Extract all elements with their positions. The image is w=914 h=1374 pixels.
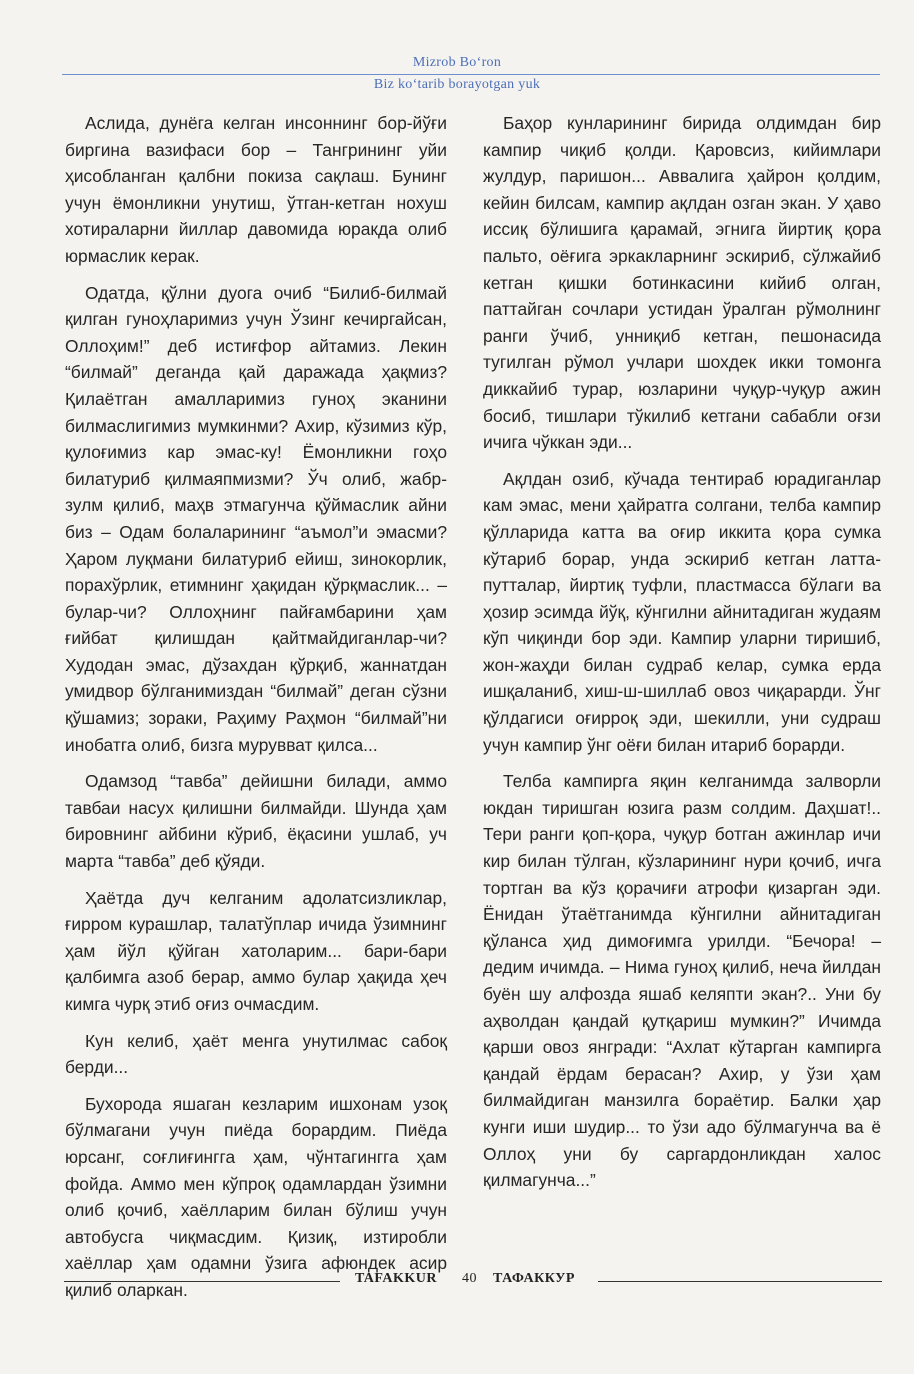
paragraph: Ақлдан озиб, кўчада тентираб юрадиганлар кам эмас, мени ҳайратга солгани, телба кампир қўлларида катта ва оғир иккита қора сумка кўтариб борар, унда эскириб кетган латта-путталар, йиртиқ туфли, пластмасса бўлаги ва ҳозир эсимда йўқ, кўнгилни айнитадиган жудаям кўп чиқинди бор эди. Кампир уларни тиришиб, жон-жаҳди билан судраб келар, сумка ерда ишқаланиб, хиш-ш-шиллаб овоз чиқарарди. Ўнг қўлдагиси оғирроқ эди, шекилли, уни судраш учун кампир ўнг оёғи билан итариб борарди.	[483, 468, 881, 755]
magazine-name-latin: TAFAKKUR	[355, 1271, 438, 1286]
paragraph: Бухорода яшаган кезларим ишхонам узоқ бўлмагани учун пиёда борардим. Пиёда юрсанг, соғлиғингга ҳам, чўнтагингга ҳам фойда. Аммо мен кўпроқ одамлардан ўзимни олиб қочиб, хаёлларим билан бўлиш учун автобусга чиқмасдим. Қизиқ, изтиробли хаёллар ҳам одамни ўзига афюндек асир қилиб оларкан.	[65, 1093, 447, 1300]
paragraph: Кун келиб, ҳаёт менга унутилмас сабоқ берди...	[65, 1030, 447, 1078]
paragraph: Одамзод “тавба” дейишни билади, аммо тавбаи насух қилишни билмайди. Шунда ҳам бировнинг айбини кўриб, ёқасини ушлаб, уч марта “тавба” деб қўяди.	[65, 771, 447, 872]
page-footer	[0, 1268, 914, 1298]
paragraph: Одатда, қўлни дуога очиб “Билиб-билмай қилган гуноҳларимиз учун Ўзинг кечиргайсан, Оллоҳим!” деб истиғфор айтамиз. Лекин “билмай” деганда қай даражада ҳақмиз? Қилаётган амалларимиз гуноҳ эканини билмаслигимиз мумкинми? Ахир, кўзимиз кўр, қулоғимиз кар эмас-ку! Ёмонликни гоҳо билатуриб қилмаяпмизми? Ўч олиб, жабр-зулм қилиб, маҳв этмагунча қўймаслик айни биз – Одам болаларининг “аъмол”и эмасми? Ҳаром луқмани билатуриб ейиш, зинокорлик, порахўрлик, етимнинг ҳақидан қўрқмаслик... – булар-чи? Оллоҳнинг пайғамбарини ҳам ғийбат қилишдан қайтмайдиганлар-чи? Худодан эмас, дўзахдан қўрқиб, жаннатдан умидвор бўлганимиздан “билмай” деган сўзни қўшамиз; зораки, Раҳиму Раҳмон “билмай”ни инобатга олиб, бизга мурувват қилса...	[65, 282, 447, 755]
header-divider	[62, 74, 880, 75]
magazine-name-cyrillic: ТАФАККУР	[493, 1271, 575, 1286]
left-column	[65, 110, 447, 1314]
book-title: Biz ko‘tarib borayotgan yuk	[373, 77, 541, 92]
paragraph: Аслида, дунёга келган инсоннинг бор-йўғи биргина вазифаси бор – Тангрининг уйи ҳисобланган қалбни покиза сақлаш. Бунинг учун ёмонликни унутиш, ўтган-кетган нохуш хотираларни йиллар давомида юракда олиб юрмаслик керак.	[65, 113, 447, 266]
paragraph: Ҳаётда дуч келганим адолатсизликлар, ғирром курашлар, талатўплар ичида ўзимнинг ҳам йўл қўйган хатоларим... бари-бари қалбимга азоб берар, аммо булар ҳақида ҳеч кимга чурқ этиб оғиз очмасдим.	[65, 887, 447, 1014]
footer-divider-right	[598, 1281, 882, 1282]
right-column	[483, 110, 881, 1204]
paragraph: Баҳор кунларининг бирида олдимдан бир кампир чиқиб қолди. Қаровсиз, кийимлари жулдур, паришон... Аввалига ҳайрон қолдим, кейин билсам, кампир ақлдан озган экан. У ҳаво иссиқ бўлишига қарамай, эгнига йиртиқ қора пальто, оёғига эркакларнинг эскириб, сўлжайиб кетган қишки ботинкасини кийиб олган, паттайган сочлари устидан ўралган рўмолнинг ранги ўчиб, унниқиб кетган, пешонасида тугилган рўмол учлари шохдек икки томонга диккайиб турар, юзларини чуқур-чуқур ажин босиб, тишлари тўкилиб кетгани сабабли оғзи ичига чўккан эди...	[483, 113, 881, 453]
page-number: 40	[462, 1271, 477, 1286]
paragraph: Телба кампирга яқин келганимда залворли юкдан тиришган юзига разм солдим. Даҳшат!.. Тери ранги қоп-қора, чуқур ботган ажинлар ичи кир билан тўлган, кўзларининг нури қочиб, ичга тортган ва кўз қорачиғи атрофи қизарган эди. Ёнидан ўтаётганимда кўнгилни айнитадиган қўланса ҳид димоғимга урилди. “Бечора! – дедим ичимда. – Нима гуноҳ қилиб, неча йилдан буён шу алфозда яшаб келяпти экан?.. Уни бу аҳволдан қандай қутқариш мумкин?” Ичимда қарши овоз янгради: “Ахлат кўтарган кампирга қандай ёрдам берасан? Ахир, у ўзи ҳам билмайдиган манзилга бораётир. Балки ҳар кунги иши шудир... то ўзи адо бўлмагунча ва ё Оллоҳ уни бу саргардонликдан халос қилмагунча...”	[483, 771, 881, 1191]
footer-divider-left	[64, 1281, 340, 1282]
page-header	[0, 0, 914, 100]
author-name: Mizrob Bo‘ron	[412, 55, 502, 70]
